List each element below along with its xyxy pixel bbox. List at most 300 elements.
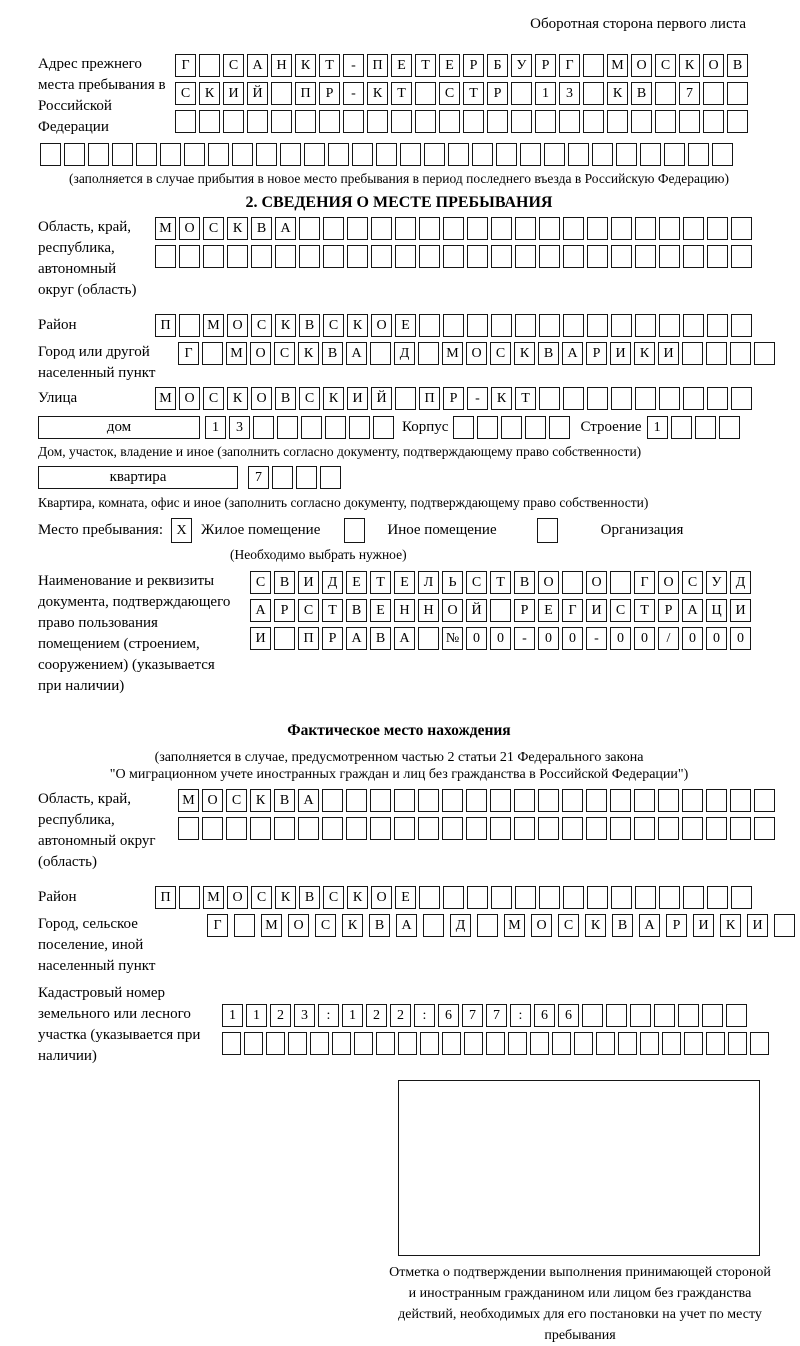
char-box[interactable]	[731, 217, 752, 240]
char-box[interactable]: /	[658, 627, 679, 650]
char-box[interactable]	[703, 110, 724, 133]
char-box[interactable]: С	[466, 571, 487, 594]
char-box[interactable]: П	[419, 387, 440, 410]
char-box[interactable]	[731, 314, 752, 337]
char-box[interactable]	[443, 217, 464, 240]
char-box[interactable]: 1	[647, 416, 668, 439]
char-box[interactable]	[514, 789, 535, 812]
char-box[interactable]: Н	[394, 599, 415, 622]
char-box[interactable]: К	[679, 54, 700, 77]
char-box[interactable]: В	[299, 886, 320, 909]
char-box[interactable]	[295, 110, 316, 133]
char-box[interactable]: П	[367, 54, 388, 77]
char-box[interactable]	[695, 416, 716, 439]
char-box[interactable]	[514, 817, 535, 840]
char-box[interactable]	[610, 817, 631, 840]
char-box[interactable]	[442, 789, 463, 812]
char-box[interactable]	[515, 314, 536, 337]
char-box[interactable]	[491, 245, 512, 268]
char-box[interactable]: Е	[394, 571, 415, 594]
char-box[interactable]	[466, 817, 487, 840]
char-box[interactable]: М	[203, 886, 224, 909]
korpus-row[interactable]	[453, 416, 570, 439]
char-box[interactable]	[376, 1032, 395, 1055]
char-box[interactable]	[682, 342, 703, 365]
char-box[interactable]	[659, 886, 680, 909]
char-box[interactable]: А	[396, 914, 417, 937]
char-box[interactable]: М	[504, 914, 525, 937]
char-box[interactable]	[659, 314, 680, 337]
char-box[interactable]: В	[274, 571, 295, 594]
kadastr-row-2[interactable]	[222, 1032, 769, 1055]
char-box[interactable]: 1	[222, 1004, 243, 1027]
char-box[interactable]	[586, 789, 607, 812]
char-box[interactable]	[394, 817, 415, 840]
char-box[interactable]	[325, 416, 346, 439]
char-box[interactable]	[222, 1032, 241, 1055]
char-box[interactable]: 7	[679, 82, 700, 105]
char-box[interactable]: С	[298, 599, 319, 622]
char-box[interactable]	[179, 314, 200, 337]
char-box[interactable]	[501, 416, 522, 439]
char-box[interactable]: Г	[175, 54, 196, 77]
char-box[interactable]	[706, 817, 727, 840]
char-box[interactable]: Е	[346, 571, 367, 594]
char-box[interactable]	[424, 143, 445, 166]
char-box[interactable]: Т	[490, 571, 511, 594]
raion-row[interactable]	[155, 314, 752, 337]
char-box[interactable]: А	[250, 599, 271, 622]
char-box[interactable]: 1	[342, 1004, 363, 1027]
char-box[interactable]: 0	[706, 627, 727, 650]
char-box[interactable]: 2	[390, 1004, 411, 1027]
char-box[interactable]	[607, 110, 628, 133]
char-box[interactable]	[398, 1032, 417, 1055]
char-box[interactable]: О	[179, 217, 200, 240]
char-box[interactable]: К	[342, 914, 363, 937]
char-box[interactable]: 7	[486, 1004, 507, 1027]
char-box[interactable]: И	[693, 914, 714, 937]
char-box[interactable]: Г	[559, 54, 580, 77]
char-box[interactable]	[549, 416, 570, 439]
char-box[interactable]: С	[250, 571, 271, 594]
char-box[interactable]	[730, 817, 751, 840]
char-box[interactable]	[774, 914, 795, 937]
char-box[interactable]	[634, 789, 655, 812]
char-box[interactable]: С	[175, 82, 196, 105]
char-box[interactable]	[179, 245, 200, 268]
char-box[interactable]: С	[251, 314, 272, 337]
char-box[interactable]: 2	[366, 1004, 387, 1027]
char-box[interactable]	[683, 245, 704, 268]
char-box[interactable]	[730, 342, 751, 365]
char-box[interactable]	[640, 1032, 659, 1055]
char-box[interactable]	[486, 1032, 505, 1055]
char-box[interactable]: Р	[666, 914, 687, 937]
char-box[interactable]: К	[607, 82, 628, 105]
char-box[interactable]	[671, 416, 692, 439]
char-box[interactable]: О	[466, 342, 487, 365]
char-box[interactable]	[226, 817, 247, 840]
char-box[interactable]: А	[346, 627, 367, 650]
char-box[interactable]: Н	[418, 599, 439, 622]
char-box[interactable]: О	[371, 314, 392, 337]
char-box[interactable]	[467, 314, 488, 337]
char-box[interactable]: В	[370, 627, 391, 650]
char-box[interactable]	[538, 789, 559, 812]
char-box[interactable]	[467, 886, 488, 909]
char-box[interactable]	[491, 886, 512, 909]
char-box[interactable]	[702, 1004, 723, 1027]
char-box[interactable]	[611, 886, 632, 909]
char-box[interactable]	[234, 914, 255, 937]
char-box[interactable]: -	[586, 627, 607, 650]
char-box[interactable]: 3	[559, 82, 580, 105]
char-box[interactable]: А	[562, 342, 583, 365]
char-box[interactable]: В	[346, 599, 367, 622]
char-box[interactable]	[582, 1004, 603, 1027]
char-box[interactable]	[202, 342, 223, 365]
char-box[interactable]: О	[202, 789, 223, 812]
char-box[interactable]: И	[586, 599, 607, 622]
char-box[interactable]	[587, 314, 608, 337]
char-box[interactable]: С	[655, 54, 676, 77]
char-box[interactable]	[418, 627, 439, 650]
char-box[interactable]	[754, 342, 775, 365]
char-box[interactable]: К	[227, 217, 248, 240]
char-box[interactable]: С	[439, 82, 460, 105]
char-box[interactable]	[227, 245, 248, 268]
char-box[interactable]: У	[511, 54, 532, 77]
ulitsa-row[interactable]	[155, 387, 752, 410]
char-box[interactable]	[487, 110, 508, 133]
char-box[interactable]	[563, 886, 584, 909]
char-box[interactable]: Т	[322, 599, 343, 622]
dom-type-box[interactable]: дом	[38, 416, 200, 439]
char-box[interactable]: П	[155, 886, 176, 909]
char-box[interactable]: К	[514, 342, 535, 365]
char-box[interactable]	[343, 110, 364, 133]
char-box[interactable]: С	[323, 314, 344, 337]
char-box[interactable]	[376, 143, 397, 166]
char-box[interactable]: С	[315, 914, 336, 937]
char-box[interactable]	[610, 571, 631, 594]
char-box[interactable]: Г	[178, 342, 199, 365]
char-box[interactable]	[655, 82, 676, 105]
char-box[interactable]: А	[682, 599, 703, 622]
char-box[interactable]	[539, 387, 560, 410]
char-box[interactable]	[654, 1004, 675, 1027]
char-box[interactable]: №	[442, 627, 463, 650]
char-box[interactable]: И	[658, 342, 679, 365]
char-box[interactable]: С	[682, 571, 703, 594]
char-box[interactable]	[727, 82, 748, 105]
char-box[interactable]	[443, 314, 464, 337]
char-box[interactable]	[442, 817, 463, 840]
char-box[interactable]: С	[610, 599, 631, 622]
char-box[interactable]: Е	[439, 54, 460, 77]
char-box[interactable]	[688, 143, 709, 166]
char-box[interactable]: О	[703, 54, 724, 77]
dom-number-row[interactable]	[205, 416, 394, 439]
char-box[interactable]	[635, 245, 656, 268]
checkbox-organization[interactable]	[537, 518, 558, 543]
char-box[interactable]: Т	[370, 571, 391, 594]
char-box[interactable]	[88, 143, 109, 166]
char-box[interactable]	[587, 217, 608, 240]
char-box[interactable]	[371, 217, 392, 240]
char-box[interactable]	[559, 110, 580, 133]
char-box[interactable]: М	[203, 314, 224, 337]
char-box[interactable]: :	[510, 1004, 531, 1027]
char-box[interactable]: И	[347, 387, 368, 410]
char-box[interactable]	[439, 110, 460, 133]
char-box[interactable]	[712, 143, 733, 166]
char-box[interactable]	[467, 245, 488, 268]
char-box[interactable]	[707, 314, 728, 337]
char-box[interactable]	[706, 342, 727, 365]
char-box[interactable]	[520, 143, 541, 166]
char-box[interactable]: К	[347, 314, 368, 337]
char-box[interactable]	[367, 110, 388, 133]
char-box[interactable]	[562, 789, 583, 812]
char-box[interactable]: К	[347, 886, 368, 909]
char-box[interactable]: В	[274, 789, 295, 812]
char-box[interactable]	[373, 416, 394, 439]
char-box[interactable]	[199, 110, 220, 133]
char-box[interactable]	[610, 789, 631, 812]
char-box[interactable]: Р	[274, 599, 295, 622]
char-box[interactable]	[658, 817, 679, 840]
char-box[interactable]: 0	[562, 627, 583, 650]
char-box[interactable]	[707, 245, 728, 268]
char-box[interactable]: П	[155, 314, 176, 337]
char-box[interactable]	[568, 143, 589, 166]
char-box[interactable]	[552, 1032, 571, 1055]
char-box[interactable]	[511, 110, 532, 133]
char-box[interactable]	[618, 1032, 637, 1055]
char-box[interactable]	[535, 110, 556, 133]
actual-oblast-row-1[interactable]	[178, 789, 775, 812]
char-box[interactable]	[418, 342, 439, 365]
char-box[interactable]	[423, 914, 444, 937]
char-box[interactable]: Е	[538, 599, 559, 622]
char-box[interactable]	[563, 245, 584, 268]
char-box[interactable]	[583, 82, 604, 105]
char-box[interactable]	[322, 817, 343, 840]
char-box[interactable]: П	[295, 82, 316, 105]
char-box[interactable]	[683, 314, 704, 337]
char-box[interactable]: С	[203, 217, 224, 240]
char-box[interactable]: М	[261, 914, 282, 937]
char-box[interactable]: 3	[294, 1004, 315, 1027]
char-box[interactable]	[611, 245, 632, 268]
char-box[interactable]: С	[299, 387, 320, 410]
char-box[interactable]: К	[295, 54, 316, 77]
char-box[interactable]	[587, 886, 608, 909]
char-box[interactable]	[391, 110, 412, 133]
char-box[interactable]	[272, 466, 293, 489]
char-box[interactable]: 3	[229, 416, 250, 439]
char-box[interactable]	[563, 217, 584, 240]
char-box[interactable]	[320, 466, 341, 489]
char-box[interactable]: 6	[558, 1004, 579, 1027]
char-box[interactable]: О	[227, 886, 248, 909]
char-box[interactable]: П	[298, 627, 319, 650]
char-box[interactable]: А	[346, 342, 367, 365]
char-box[interactable]: Р	[322, 627, 343, 650]
char-box[interactable]	[448, 143, 469, 166]
char-box[interactable]: :	[414, 1004, 435, 1027]
char-box[interactable]: :	[318, 1004, 339, 1027]
char-box[interactable]	[515, 217, 536, 240]
char-box[interactable]	[562, 817, 583, 840]
actual-raion-row[interactable]	[155, 886, 752, 909]
char-box[interactable]	[418, 817, 439, 840]
char-box[interactable]: -	[467, 387, 488, 410]
char-box[interactable]: К	[250, 789, 271, 812]
char-box[interactable]: 2	[270, 1004, 291, 1027]
char-box[interactable]: А	[298, 789, 319, 812]
char-box[interactable]	[323, 245, 344, 268]
char-box[interactable]	[280, 143, 301, 166]
char-box[interactable]	[515, 245, 536, 268]
char-box[interactable]	[754, 789, 775, 812]
char-box[interactable]: 6	[438, 1004, 459, 1027]
char-box[interactable]	[466, 789, 487, 812]
char-box[interactable]: В	[251, 217, 272, 240]
char-box[interactable]: М	[155, 217, 176, 240]
char-box[interactable]	[256, 143, 277, 166]
char-box[interactable]: О	[631, 54, 652, 77]
char-box[interactable]	[539, 886, 560, 909]
char-box[interactable]: О	[250, 342, 271, 365]
char-box[interactable]	[754, 817, 775, 840]
char-box[interactable]	[490, 789, 511, 812]
char-box[interactable]: Р	[487, 82, 508, 105]
char-box[interactable]: К	[491, 387, 512, 410]
char-box[interactable]: 1	[205, 416, 226, 439]
char-box[interactable]	[707, 217, 728, 240]
char-box[interactable]: С	[490, 342, 511, 365]
char-box[interactable]	[659, 387, 680, 410]
char-box[interactable]	[611, 217, 632, 240]
prev-address-row-4[interactable]	[40, 143, 760, 166]
char-box[interactable]: Й	[247, 82, 268, 105]
char-box[interactable]: О	[586, 571, 607, 594]
char-box[interactable]: Й	[466, 599, 487, 622]
char-box[interactable]	[443, 245, 464, 268]
char-box[interactable]	[370, 342, 391, 365]
char-box[interactable]: О	[531, 914, 552, 937]
char-box[interactable]: Р	[463, 54, 484, 77]
char-box[interactable]	[298, 817, 319, 840]
prev-address-row-2[interactable]	[175, 82, 748, 105]
char-box[interactable]: 0	[634, 627, 655, 650]
char-box[interactable]	[304, 143, 325, 166]
char-box[interactable]	[370, 817, 391, 840]
char-box[interactable]	[655, 110, 676, 133]
stroenie-row[interactable]	[647, 416, 740, 439]
char-box[interactable]: Е	[395, 314, 416, 337]
char-box[interactable]	[299, 217, 320, 240]
char-box[interactable]	[271, 82, 292, 105]
char-box[interactable]: 0	[490, 627, 511, 650]
char-box[interactable]	[319, 110, 340, 133]
char-box[interactable]	[683, 217, 704, 240]
char-box[interactable]: -	[514, 627, 535, 650]
char-box[interactable]	[271, 110, 292, 133]
char-box[interactable]	[296, 466, 317, 489]
char-box[interactable]	[395, 387, 416, 410]
char-box[interactable]: О	[179, 387, 200, 410]
checkbox-other-premise[interactable]	[344, 518, 365, 543]
char-box[interactable]: К	[227, 387, 248, 410]
char-box[interactable]	[659, 217, 680, 240]
char-box[interactable]: Д	[450, 914, 471, 937]
char-box[interactable]	[223, 110, 244, 133]
char-box[interactable]: Б	[487, 54, 508, 77]
char-box[interactable]: С	[274, 342, 295, 365]
char-box[interactable]	[719, 416, 740, 439]
char-box[interactable]	[659, 245, 680, 268]
char-box[interactable]	[730, 789, 751, 812]
char-box[interactable]: 7	[462, 1004, 483, 1027]
char-box[interactable]: И	[298, 571, 319, 594]
char-box[interactable]	[266, 1032, 285, 1055]
char-box[interactable]	[160, 143, 181, 166]
char-box[interactable]	[332, 1032, 351, 1055]
char-box[interactable]	[703, 82, 724, 105]
char-box[interactable]	[477, 914, 498, 937]
char-box[interactable]	[511, 82, 532, 105]
char-box[interactable]	[199, 54, 220, 77]
kvartira-type-box[interactable]: квартира	[38, 466, 238, 489]
char-box[interactable]	[563, 314, 584, 337]
char-box[interactable]: Р	[443, 387, 464, 410]
char-box[interactable]	[586, 817, 607, 840]
char-box[interactable]: И	[223, 82, 244, 105]
char-box[interactable]: Р	[535, 54, 556, 77]
char-box[interactable]: В	[538, 342, 559, 365]
char-box[interactable]	[251, 245, 272, 268]
char-box[interactable]: Д	[730, 571, 751, 594]
char-box[interactable]: Ц	[706, 599, 727, 622]
char-box[interactable]	[563, 387, 584, 410]
char-box[interactable]: А	[247, 54, 268, 77]
char-box[interactable]: 0	[538, 627, 559, 650]
char-box[interactable]	[611, 387, 632, 410]
char-box[interactable]	[682, 817, 703, 840]
char-box[interactable]	[400, 143, 421, 166]
char-box[interactable]	[707, 387, 728, 410]
char-box[interactable]: К	[298, 342, 319, 365]
char-box[interactable]	[322, 789, 343, 812]
char-box[interactable]	[731, 387, 752, 410]
char-box[interactable]: Д	[322, 571, 343, 594]
char-box[interactable]	[662, 1032, 681, 1055]
char-box[interactable]	[631, 110, 652, 133]
char-box[interactable]	[574, 1032, 593, 1055]
char-box[interactable]	[679, 110, 700, 133]
char-box[interactable]	[464, 1032, 483, 1055]
char-box[interactable]	[491, 314, 512, 337]
char-box[interactable]: М	[178, 789, 199, 812]
char-box[interactable]: К	[323, 387, 344, 410]
char-box[interactable]: В	[299, 314, 320, 337]
char-box[interactable]	[184, 143, 205, 166]
char-box[interactable]: А	[275, 217, 296, 240]
